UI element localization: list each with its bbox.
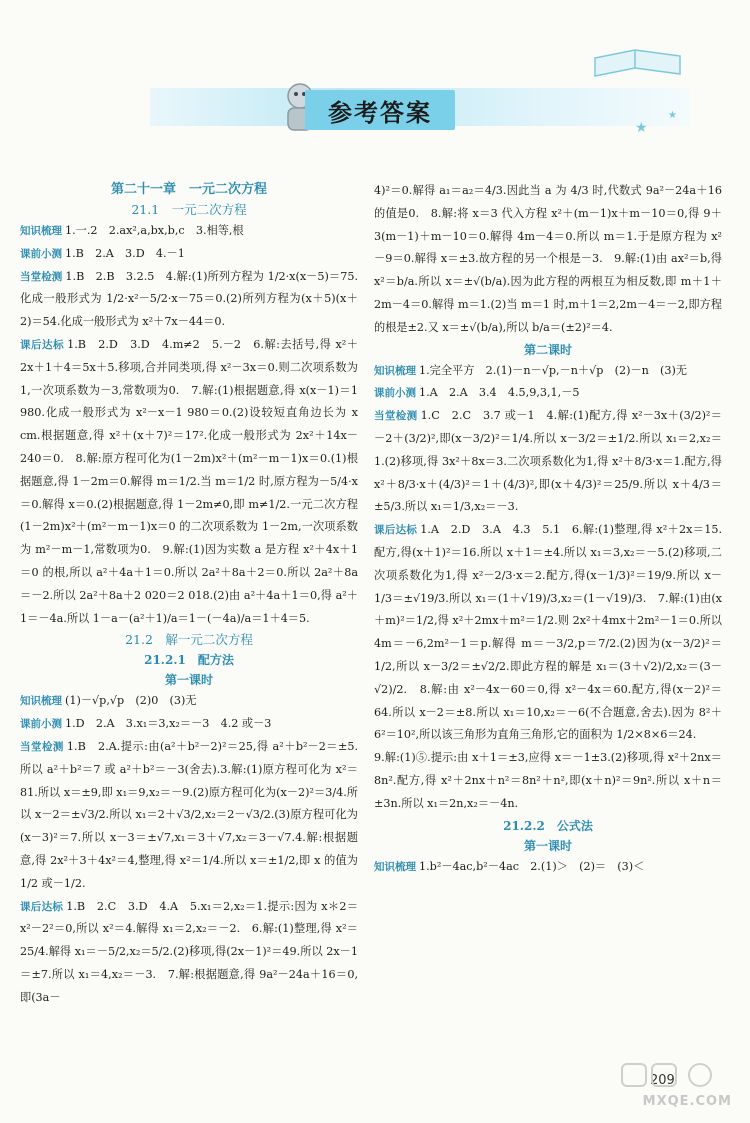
subsection-title xyxy=(20,670,358,690)
subsection-title xyxy=(374,340,722,360)
header-banner xyxy=(0,40,750,150)
left-column xyxy=(20,180,358,1010)
subsection-title xyxy=(374,816,722,836)
answer-paragraph xyxy=(20,690,358,713)
answer-text: 21.2 解一元二次方程 xyxy=(125,632,253,648)
answer-label: 课后达标 xyxy=(20,900,64,913)
answer-paragraph xyxy=(374,856,722,879)
answer-paragraph xyxy=(20,220,358,243)
chapter-title xyxy=(20,180,358,200)
answer-paragraph xyxy=(20,896,358,1010)
answer-label: 课前小测 xyxy=(20,718,62,731)
answer-label: 知识梳理 xyxy=(374,860,416,873)
book-icon xyxy=(590,46,690,86)
watermark-text: MXQE.COM xyxy=(642,1094,732,1109)
answer-paragraph xyxy=(20,713,358,736)
star-icon: ★ xyxy=(668,110,677,121)
answer-paragraph xyxy=(374,360,722,383)
answer-label: 当堂检测 xyxy=(20,740,64,753)
answer-text: (1)－√p,√p (2)0 (3)无 xyxy=(65,694,197,708)
answer-paragraph xyxy=(374,747,722,815)
answer-text: 第二课时 xyxy=(523,342,572,357)
answer-paragraph xyxy=(20,736,358,896)
answer-label: 当堂检测 xyxy=(374,410,418,423)
answer-text: 21.1 一元二次方程 xyxy=(131,202,247,217)
right-column xyxy=(374,180,722,878)
answer-label: 知识梳理 xyxy=(20,695,62,708)
answer-text: 第一课时 xyxy=(164,673,213,688)
answer-paragraph xyxy=(20,266,358,334)
answer-label: 课后达标 xyxy=(20,338,65,351)
answer-label: 课前小测 xyxy=(20,247,62,260)
answer-text: 1.B 2.C 3.D 4.A 5.x₁＝2,x₂＝1.提示:因为 x＊2＝x²－2²＝0,所以 x²＝4.解得 x₁＝2,x₂＝－2. 6.解:(1)整理,得 x²＝25/4.解得 x₁＝－5/2,x₂＝5/2.(2)移项,得(2x－1)²＝49.所以 2x－1＝±7.所以 x₁＝4,x₂＝－3. 7.解:根据题意,得 9a²－24a＋16＝0,即(3a－ xyxy=(20,899,359,1004)
answer-paragraph xyxy=(374,382,722,405)
answer-text: 1.A 2.D 3.A 4.3 5.1 6.解:(1)整理,得 x²＋2x＝15.配方,得(x＋1)²＝16.所以 x＋1＝±4.所以 x₁＝3,x₂＝－5.(2)移项,二次项系数化为1,得 x²－2/3·x＝2.配方,得(x－1/3)²＝19/9.所以 x－1/3＝±√19/3.所以 x₁＝(1＋√19)/3,x₂＝(1－√19)/3. 7.解:(1)由(x＋m)²＝1/2,得 x²＋2mx＋m²＝1/2.则 2x²＋4mx＋2m²－1＝0.所以 4m＝－6,2m²－1＝p.解得 m＝－3/2,p＝7/2.(2)因为(x－3/2)²＝1/2,所以 x－3/2＝±√2/2.即此方程的解是 x₁＝(3＋√2)/2,x₂＝(3－√2)/2. 8.解:由 x²－4x－60＝0,得 x²－4x＝60.配方,得(x－2)²＝64.所以 x－2＝±8.所以 x₁＝10,x₂＝－6(不合题意,舍去).因为 8²＋6²＝10²,所以该三角形为直角三角形,它的面积为 1/2×8×6＝24. xyxy=(374,523,723,742)
answer-text: 1.C 2.C 3.7 或－1 4.解:(1)配方,得 x²－3x＋(3/2)²＝－2＋(3/2)²,即(x－3/2)²＝1/4.所以 x－3/2＝±1/2.所以 x₁＝2,x₂＝1.(2)移项,得 3x²＋8x＝3.二次项系数化为1,得 x²＋8/3·x＝1.配方,得 x²＋8/3·x＋(4/3)²＝1＋(4/3)²,即(x＋4/3)²＝25/9.所以 x＋4/3＝±5/3.所以 x₁＝1/3,x₂＝－3. xyxy=(374,409,722,514)
answer-text: 1.D 2.A 3.x₁＝3,x₂＝－3 4.2 或－3 xyxy=(65,717,272,731)
answer-text: 21.2.1 配方法 xyxy=(144,653,234,668)
page-title: 参考答案 xyxy=(328,98,432,127)
answer-text: 9.解:(1)⑤.提示:由 x＋1＝±3,应得 x＝－1±3.(2)移项,得 x²＋2nx＝8n².配方,得 x²＋2nx＋n²＝8n²＋n²,即(x＋n)²＝9n².所以 x＋n＝±3n.所以 x₁＝2n,x₂＝－4n. xyxy=(374,751,722,810)
answer-text: 1.b²－4ac,b²－4ac 2.(1)＞ (2)＝ (3)＜ xyxy=(419,859,645,873)
answer-text: 1.B 2.A.提示:由(a²＋b²－2)²＝25,得 a²＋b²－2＝±5.所以 a²＋b²＝7 或 a²＋b²＝－3(舍去).3.解:(1)原方程可化为 x²＝81.所以 x＝±9,即 x₁＝9,x₂＝－9.(2)原方程可化为(x－2)²＝3/4.所以 x－2＝±√3/2.所以 x₁＝2＋√3/2,x₂＝2－√3/2.(3)原方程可化为(x－3)²＝7.所以 x－3＝±√7,x₁＝3＋√7,x₂＝3－√7.4.解:根据题意,得 2x²＋3＋4x²＝4,整理,得 x²＝1/4.所以 x＝±1/2,即 x 的值为 1/2 或－1/2. xyxy=(20,739,358,890)
answer-text: 1.完全平方 2.(1)－n－√p,－n＋√p (2)－n (3)无 xyxy=(419,363,688,377)
answer-text: 第二十一章 一元二次方程 xyxy=(110,182,267,197)
watermark-logo-icon xyxy=(612,1060,732,1090)
answer-text: 1.一.2 2.ax²,a,bx,b,c 3.相等,根 xyxy=(65,224,244,237)
answer-paragraph xyxy=(374,519,722,747)
answer-text: 1.B 2.A 3.D 4.－1 xyxy=(65,246,185,260)
answer-paragraph xyxy=(20,334,358,630)
section-title xyxy=(20,200,358,220)
answer-paragraph xyxy=(20,243,358,266)
answer-text: 1.A 2.A 3.4 4.5,9,3,1,－5 xyxy=(419,386,580,400)
answer-label: 课后达标 xyxy=(374,524,418,537)
answer-text: 1.B 2.B 3.2.5 4.解:(1)所列方程为 1/2·x(x－5)＝75.化成一般形式为 1/2·x²－5/2·x－75＝0.(2)所列方程为(x＋5)(x＋2)＝54.化成一般形式为 x²＋7x－44＝0. xyxy=(20,269,358,329)
answer-paragraph xyxy=(374,180,722,340)
star-icon: ★ xyxy=(635,120,648,136)
page-number: 209 xyxy=(650,1073,675,1088)
banner-title-box xyxy=(305,90,455,130)
watermark xyxy=(612,1060,732,1116)
answer-label: 知识梳理 xyxy=(20,225,62,237)
subsection-title xyxy=(20,650,358,670)
answer-text: 21.2.2 公式法 xyxy=(503,818,593,833)
section-title xyxy=(20,630,358,650)
answer-label: 知识梳理 xyxy=(374,364,416,377)
answer-label: 当堂检测 xyxy=(20,270,63,283)
answer-text: 1.B 2.D 3.D 4.m≠2 5.－2 6.解:去括号,得 x²＋2x＋1＋4＝5x＋5.移项,合并同类项,得 x²－3x＝0.则二次项系数为1,一次项系数为－3,常数项为0. 7.解:(1)根据题意,得 x(x－1)＝1 980.化成一般形式为 x²－x－1 980＝0.(2)设较短直角边长为 x cm.根据题意,得 x²＋(x＋7)²＝17².化成一般形式为 2x²＋14x－240＝0. 8.解:原方程可化为(1－2m)x²＋(m²－m－1)x＝0.(1)根据题意,得 1－2m＝0.解得 m＝1/2.当 m＝1/2 时,原方程为－5/4·x＝0.解得 x＝0.(2)根据题意,得 1－2m≠0,即 m≠1/2.一元二次方程(1－2m)x²＋(m²－m－1)x＝0 的二次项系数为 1－2m,一次项系数为 m²－m－1,常数项为0. 9.解:(1)因为实数 a 是方程 x²＋4x＋1＝0 的根,所以 a²＋4a＋1＝0.所以 2a²＋8a＋2＝0.所以 2a²＋8a＝－2.所以 2a²＋8a＋2 020＝2 018.(2)由 a²＋4a＋1＝0,得 a²＋1＝－4a.所以 1－a－(a²＋1)/a＝1－(－4a)/a＝1＋4＝5. xyxy=(20,337,358,625)
answer-text: 第一课时 xyxy=(523,838,572,853)
answer-text: 4)²＝0.解得 a₁＝a₂＝4/3.因此当 a 为 4/3 时,代数式 9a²－24a＋16 的值是0. 8.解:将 x＝3 代入方程 x²＋(m－1)x＋m－10＝0,得 9＋3(m－1)＋m－10＝0.解得 4m－4＝0.所以 m＝1.于是原方程为 x²－9＝0.解得 x＝±3.故方程的另一个根是－3. 9.解:(1)由 ax²＝b,得 x²＝b/a.所以 x＝±√(b/a).因为此方程的两根互为相反数,即 m＋1＋2m－4＝0.解得 m＝1.(2)当 m＝1 时,m＋1＝2,2m－4＝－2,即方程的根是±2.又 x＝±√(b/a),所以 b/a＝(±2)²＝4. xyxy=(374,184,722,334)
answer-label: 课前小测 xyxy=(374,387,416,400)
answer-paragraph xyxy=(374,405,722,519)
subsection-title xyxy=(374,836,722,856)
